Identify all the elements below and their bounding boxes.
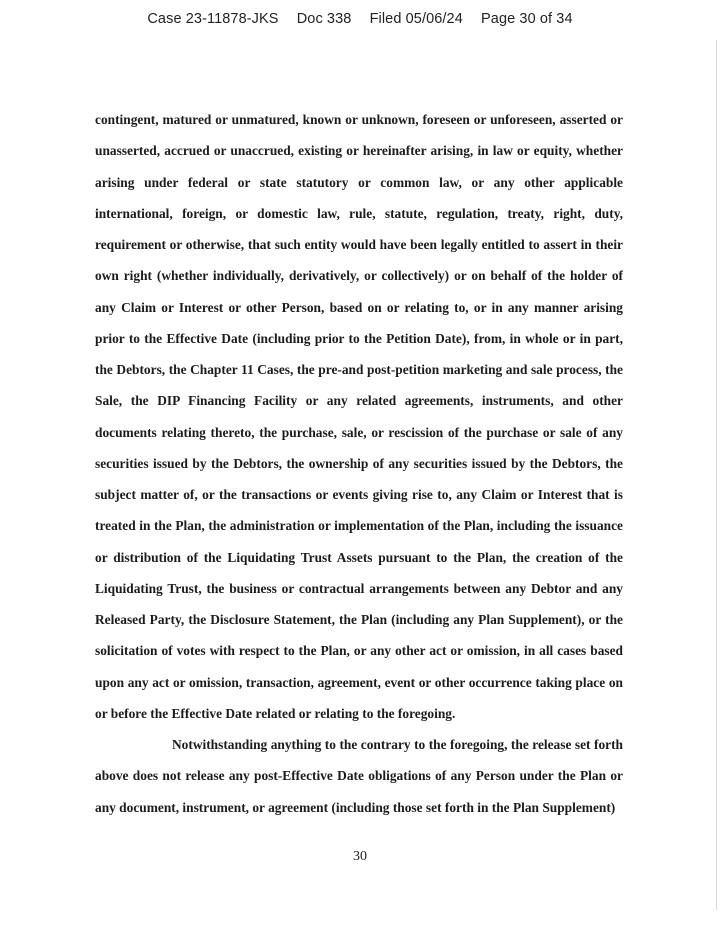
paragraph-notwithstanding: Notwithstanding anything to the contrary to the foregoing, the release set forth above does not release any post-Effective Date obligations of any Person under the Plan or any document, instrument, or agreement (including those set forth in the Plan Supplement) — [95, 737, 623, 815]
page-of-total: Page 30 of 34 — [481, 11, 573, 27]
filed-date: Filed 05/06/24 — [369, 11, 463, 27]
document-body — [95, 104, 623, 823]
scan-edge-line — [716, 40, 717, 910]
paragraph-release-scope: contingent, matured or unmatured, known or unknown, foreseen or unforeseen, asserted or unasserted, accrued or unaccrued, existing or hereinafter arising, in law or equity, whether arising under federal or state statutory or common law, or any other applicable international, foreign, or domestic law, rule, statute, regulation, treaty, right, duty, requirement or otherwise, that such entity would have been legally entitled to assert in their own right (whether individually, derivatively, or collectively) or on behalf of the holder of any Claim or Interest or other Person, based on or relating to, or in any manner arising prior to the Effective Date (including prior to the Petition Date), from, in whole or in part, the Debtors, the Chapter 11 Cases, the pre-and post-petition marketing and sale process, the Sale, the DIP Financing Facility or any related agreements, instruments, and other documents relating thereto, the purchase, sale, or rescission of the purchase or sale of any securities issued by the Debtors, the ownership of any securities issued by the Debtors, the subject matter of, or the transactions or events giving rise to, any Claim or Interest that is treated in the Plan, the administration or implementation of the Plan, including the issuance or distribution of the Liquidating Trust Assets pursuant to the Plan, the creation of the Liquidating Trust, the business or contractual arrangements between any Debtor and any Released Party, the Disclosure Statement, the Plan (including any Plan Supplement), or the solicitation of votes with respect to the Plan, or any other act or omission, in all cases based upon any act or omission, transaction, agreement, event or other occurrence taking place on or before the Effective Date related or relating to the foregoing. — [95, 112, 623, 721]
filing-header — [0, 11, 720, 27]
document-number: Doc 338 — [296, 11, 352, 27]
page-number: 30 — [353, 849, 367, 864]
case-number: Case 23-11878-JKS — [147, 11, 279, 27]
